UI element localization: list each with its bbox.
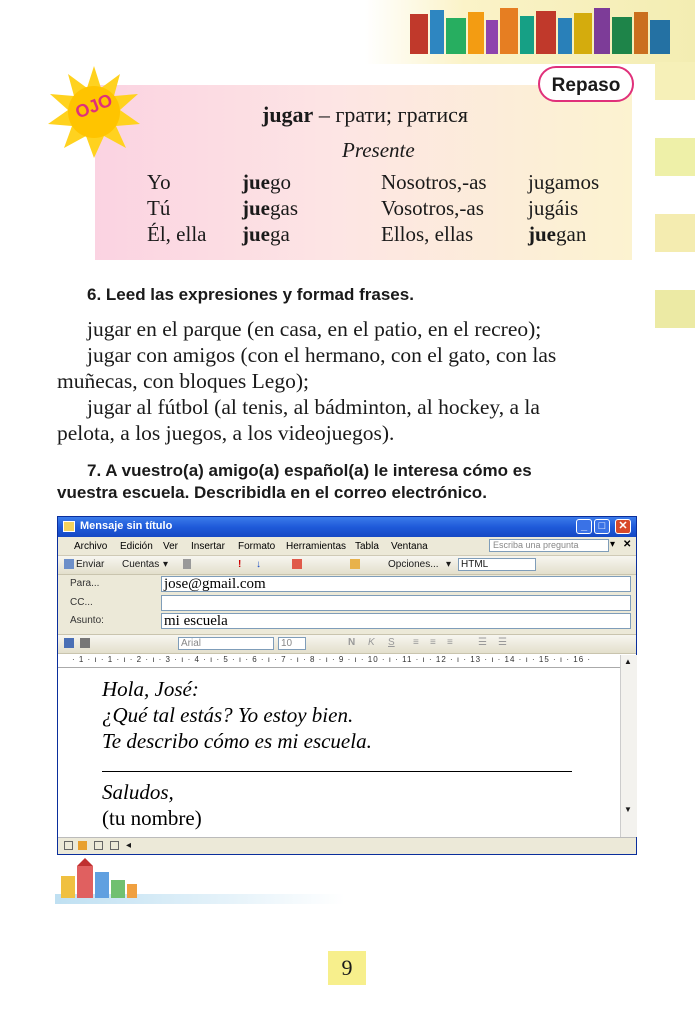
menu-tabla[interactable]: Tabla [355,541,379,552]
verb: jugar [262,102,314,127]
minimize-button[interactable]: _ [576,519,592,534]
menu-bar [58,537,636,556]
align-center-icon[interactable]: ≡ [430,637,436,648]
window-title: Mensaje sin título [80,520,173,532]
pronoun-1: Yo [147,170,171,194]
options-dropdown-icon[interactable]: ▾ [446,559,452,570]
size-select[interactable]: 10 [278,637,306,650]
envelope-icon[interactable] [350,559,360,569]
scroll-down-icon[interactable]: ▼ [624,805,632,814]
align-left-icon[interactable]: ≡ [413,637,419,648]
town-illustration [55,858,345,910]
message-body[interactable] [58,668,620,837]
ojo-label: OJO [72,89,116,123]
save-icon[interactable] [64,638,74,648]
side-decoration [655,62,695,342]
close-button[interactable]: ✕ [615,519,631,534]
verb-translation: – грати; гратися [313,102,469,127]
cc-row [58,595,636,612]
importance-icon[interactable]: ! [238,559,242,570]
repaso-badge: Repaso [538,66,634,102]
help-search-input[interactable]: Escriba una pregunta [489,539,609,552]
cc-field[interactable] [161,595,631,611]
print-icon[interactable] [80,638,90,648]
underline-icon[interactable]: S [388,637,395,648]
status-bar [58,837,636,854]
to-label[interactable]: Para... [70,578,100,589]
cc-label[interactable]: CC... [70,597,93,608]
subject-label: Asunto: [70,615,104,626]
flag-icon[interactable] [292,559,302,569]
ex6-line-5: pelota, a los juegos, a los videojuegos). [57,421,395,445]
menu-formato[interactable]: Formato [238,541,276,552]
mail-closing: Saludos, [102,780,174,804]
send-icon[interactable] [64,559,74,569]
pronoun-5: Vosotros,-as [381,196,484,220]
pronoun-4: Nosotros,-as [381,170,487,194]
accounts-dropdown-icon[interactable]: ▾ [163,559,169,570]
vertical-scrollbar[interactable] [620,655,637,837]
maximize-button[interactable]: □ [594,519,610,534]
title-bar [58,517,636,537]
menu-edicion[interactable]: Edición [120,541,153,552]
form-4: jugamos [528,170,600,194]
numbered-list-icon[interactable]: ☰ [478,637,487,648]
form-6: juegan [528,222,587,246]
normal-view-icon[interactable] [64,841,73,850]
mail-app-icon [63,521,75,532]
verb-heading [262,102,468,128]
email-window [57,516,637,855]
exercise-7-line-1: 7. A vuestro(a) amigo(a) español(a) le interesa cómo es [87,461,532,480]
ex6-line-2: jugar con amigos (con el hermano, con el gato, con las [87,343,557,367]
pronoun-2: Tú [147,196,171,220]
subject-row [58,613,636,630]
web-view-icon[interactable] [78,841,87,850]
scroll-up-icon[interactable]: ▲ [624,657,632,666]
italic-icon[interactable]: K [368,637,375,648]
exercise-6-title: 6. Leed las expresiones y formad frases. [87,285,414,304]
ex6-line-1: jugar en el parque (en casa, en el patio, en el recreo); [87,317,542,341]
format-select[interactable]: HTML [458,558,536,571]
mail-line-3: Te describo cómo es mi escuela. [102,729,372,753]
print-view-icon[interactable] [94,841,103,850]
to-row [58,576,636,593]
outline-view-icon[interactable] [110,841,119,850]
menu-insertar[interactable]: Insertar [191,541,225,552]
close-doc-icon[interactable]: ✕ [623,539,632,550]
form-5: jugáis [528,196,579,220]
pronoun-6: Ellos, ellas [381,222,474,246]
font-select[interactable]: Arial [178,637,274,650]
ex6-line-3: muñecas, con bloques Lego); [57,369,309,393]
subject-field[interactable]: mi escuela [161,613,631,629]
bold-icon[interactable]: N [348,637,356,648]
mail-signature: (tu nombre) [102,806,202,830]
ex6-line-4: jugar al fútbol (al tenis, al bádminton, al hockey, a la [87,395,540,419]
low-importance-icon[interactable]: ↓ [256,559,261,570]
attach-icon[interactable] [183,559,191,569]
options-button[interactable]: Opciones... [388,559,439,570]
page-number: 9 [328,951,366,985]
formatting-toolbar [58,634,636,654]
tense-label: Presente [342,138,415,162]
accounts-button[interactable]: Cuentas [122,559,160,570]
pronoun-3: Él, ella [147,222,207,246]
to-field[interactable]: jose@gmail.com [161,576,631,592]
form-1: juego [242,170,291,194]
menu-ventana[interactable]: Ventana [391,541,428,552]
form-2: juegas [242,196,298,220]
mail-toolbar [58,556,636,575]
mail-line-2: ¿Qué tal estás? Yo estoy bien. [102,703,354,727]
help-dropdown-icon[interactable]: ▾ [610,539,616,550]
align-right-icon[interactable]: ≡ [447,637,453,648]
exercise-7-line-2: vuestra escuela. Describidla en el correo electrónico. [57,483,487,502]
menu-herramientas[interactable]: Herramientas [286,541,347,552]
bullet-list-icon[interactable]: ☰ [498,637,507,648]
books-illustration [410,8,672,54]
ruler: · 1 · ı · 1 · ı · 2 · ı · 3 · ı · 4 · ı · 5 · ı · 6 · ı · 7 · ı · 8 · ı · 9 · ı · 10 · ı · 11 · ı · 12 · ı · 13 · ı · 14 · ı · 15 · ı · 16 · [58,654,636,668]
mail-greeting: Hola, José: [102,677,199,701]
menu-archivo[interactable]: Archivo [74,541,108,552]
menu-ver[interactable]: Ver [163,541,179,552]
form-3: juega [242,222,290,246]
send-button[interactable]: Enviar [76,559,105,570]
writing-line [102,771,572,772]
hscroll-left-icon[interactable]: ◂ [126,840,132,851]
